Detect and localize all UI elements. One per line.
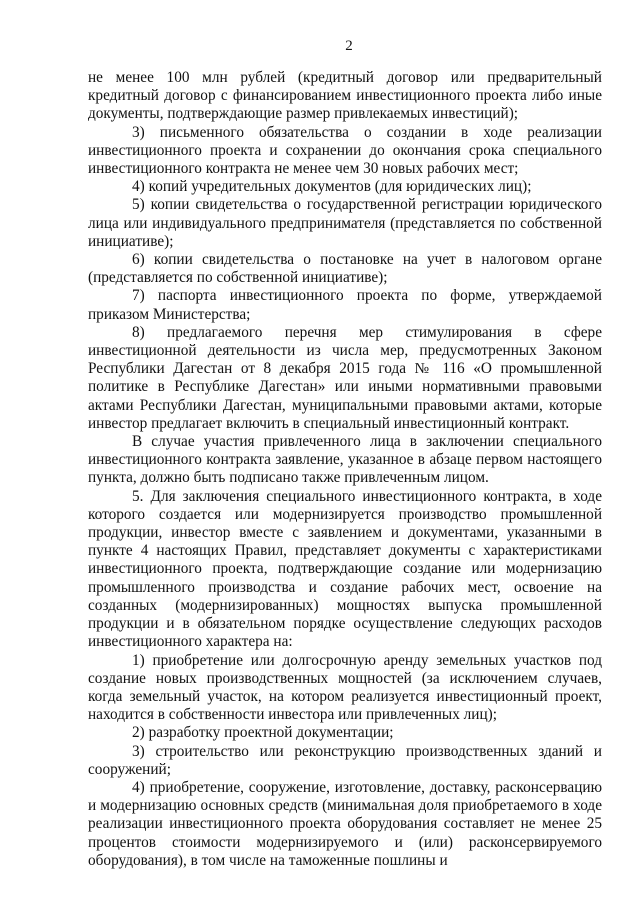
- paragraph-item-4: 4) копий учредительных документов (для юридических лиц);: [132, 178, 532, 196]
- paragraph-item-6: 6) копии свидетельства о постановке на учет в налоговом органе (представляется по собственной инициативе);: [88, 251, 602, 287]
- paragraph-clause-5: 5. Для заключения специального инвестиционного контракта, в ходе которого создается или модернизируется производство промышленной продукции, инвестор вместе с заявлением и документами, указанными в пункте 4 настоящих Правил, представляет документы с характеристиками инвестиционного проекта, подтверждающие создание или модернизацию промышленного производства и создание рабочих мест, освоение на созданных (модернизированных) мощностях выпуска промышленной продукции и в обязательном порядке осуществление следующих расходов инвестиционного характера на:: [88, 487, 602, 651]
- paragraph-item-7: 7) паспорта инвестиционного проекта по форме, утверждаемой приказом Министерства;: [88, 287, 602, 323]
- paragraph-expense-2: 2) разработку проектной документации;: [132, 724, 394, 742]
- paragraph-item-3: 3) письменного обязательства о создании в ходе реализации инвестиционного проекта и сохранении до окончания срока специального инвестиционного контракта не менее чем 30 новых рабочих мест;: [88, 123, 602, 178]
- paragraph-item-5: 5) копии свидетельства о государственной регистрации юридического лица или индивидуального предпринимателя (представляется по собственной инициативе);: [88, 196, 602, 250]
- paragraph-expense-3: 3) строительство или реконструкцию производственных зданий и сооружений;: [88, 742, 602, 778]
- paragraph-continuation: не менее 100 млн рублей (кредитный договор или предварительный кредитный договор с финансированием инвестиционного проекта либо иные документы, подтверждающие размер привлекаемых инвестиций);: [88, 69, 602, 123]
- paragraph-expense-1: 1) приобретение или долгосрочную аренду земельных участков под создание новых производственных мощностей (за исключением случаев, когда земельный участок, на котором реализуется инвестиционный проект, находится в собственности инвестора или привлеченных лиц);: [88, 651, 602, 724]
- page-number: 2: [345, 38, 353, 54]
- paragraph-item-8: 8) предлагаемого перечня мер стимулирования в сфере инвестиционной деятельности из числа мер, предусмотренных Законом Республики Дагестан от 8 декабря 2015 года № 116 «О промышленной политике в Республике Дагестан» или иными нормативными правовыми актами Республики Дагестан, муниципальными правовыми актами, которые инвестор предлагает включить в специальный инвестиционный контракт.: [88, 323, 602, 432]
- paragraph-expense-4: 4) приобретение, сооружение, изготовление, доставку, расконсервацию и модернизацию основных средств (минимальная доля приобретаемого в ходе реализации инвестиционного проекта оборудования составляет не менее 25 процентов стоимости модернизируемого и (или) расконсервируемого оборудования), в том числе на таможенные пошлины и: [88, 778, 602, 869]
- paragraph-attracted-person: В случае участия привлеченного лица в заключении специального инвестиционного контракта заявление, указанное в абзаце первом настоящего пункта, должно быть подписано также привлеченным лицом.: [88, 433, 602, 487]
